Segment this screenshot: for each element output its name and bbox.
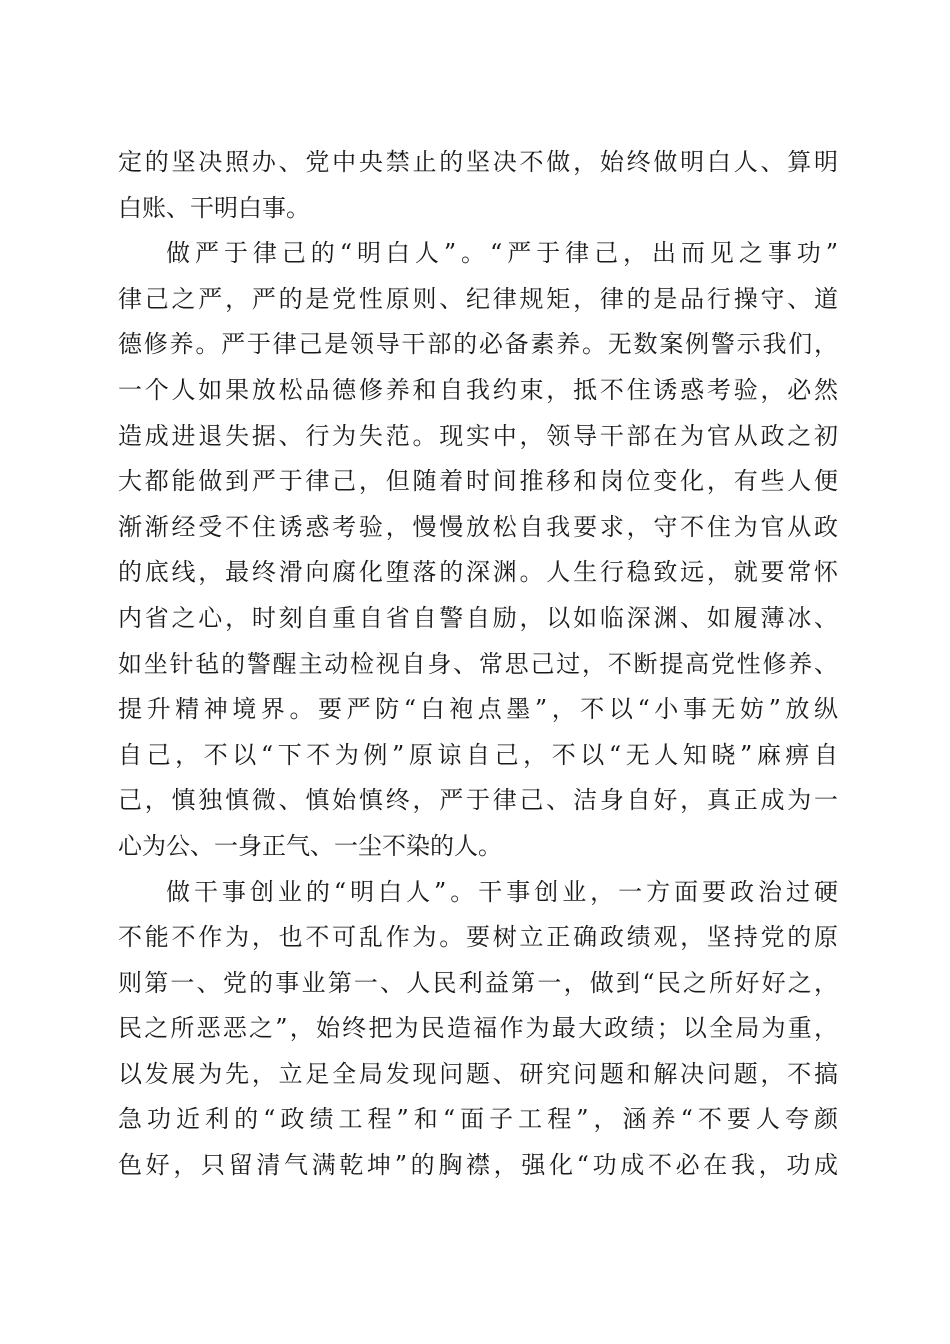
text-line: 自己，不以“下不为例”原谅自己，不以“无人知晓”麻痹自 xyxy=(118,740,838,769)
text-line: 不能不作为，也不可乱作为。要树立正确政绩观，坚持党的原 xyxy=(118,923,838,952)
text-line: 定的坚决照办、党中央禁止的坚决不做，始终做明白人、算明 xyxy=(118,148,838,176)
text-line: 渐渐经受不住诱惑考验，慢慢放松自我要求，守不住为官从政 xyxy=(118,512,838,541)
text-line: 色好，只留清气满乾坤”的胸襟，强化“功成不必在我，功成 xyxy=(118,1151,838,1180)
text-line: 德修养。严于律己是领导干部的必备素养。无数案例警示我们， xyxy=(118,330,838,359)
text-line: 心为公、一身正气、一尘不染的人。 xyxy=(118,831,502,860)
text-line: 以发展为先，立足全局发现问题、研究问题和解决问题，不搞 xyxy=(118,1059,838,1088)
text-line: 如坐针毡的警醒主动检视自身、常思己过，不断提高党性修养、 xyxy=(118,649,838,678)
text-line: 提升精神境界。要严防“白袍点墨”，不以“小事无妨”放纵 xyxy=(118,695,838,724)
text-line: 一个人如果放松品德修养和自我约束，抵不住诱惑考验，必然 xyxy=(118,375,838,404)
text-line: 做干事创业的“明白人”。干事创业，一方面要政治过硬 xyxy=(166,877,838,906)
text-line: 内省之心，时刻自重自省自警自励，以如临深渊、如履薄冰、 xyxy=(118,603,838,632)
text-line: 做严于律己的“明白人”。“严于律己，出而见之事功” xyxy=(166,239,838,268)
text-line: 律己之严，严的是党性原则、纪律规矩，律的是品行操守、道 xyxy=(118,284,838,313)
text-line: 民之所恶恶之”，始终把为民造福作为最大政绩；以全局为重， xyxy=(118,1014,838,1043)
text-line: 己，慎独慎微、慎始慎终，严于律己、洁身自好，真正成为一 xyxy=(118,786,838,815)
text-line: 急功近利的“政绩工程”和“面子工程”，涵养“不要人夸颜 xyxy=(118,1105,838,1134)
text-line: 大都能做到严于律己，但随着时间推移和岗位变化，有些人便 xyxy=(118,467,838,496)
text-line: 白账、干明白事。 xyxy=(118,193,310,222)
text-line: 的底线，最终滑向腐化堕落的深渊。人生行稳致远，就要常怀 xyxy=(118,558,838,587)
text-line: 则第一、党的事业第一、人民利益第一，做到“民之所好好之， xyxy=(118,968,838,997)
text-line: 造成进退失据、行为失范。现实中，领导干部在为官从政之初 xyxy=(118,421,838,450)
document-body-text xyxy=(118,140,838,1189)
